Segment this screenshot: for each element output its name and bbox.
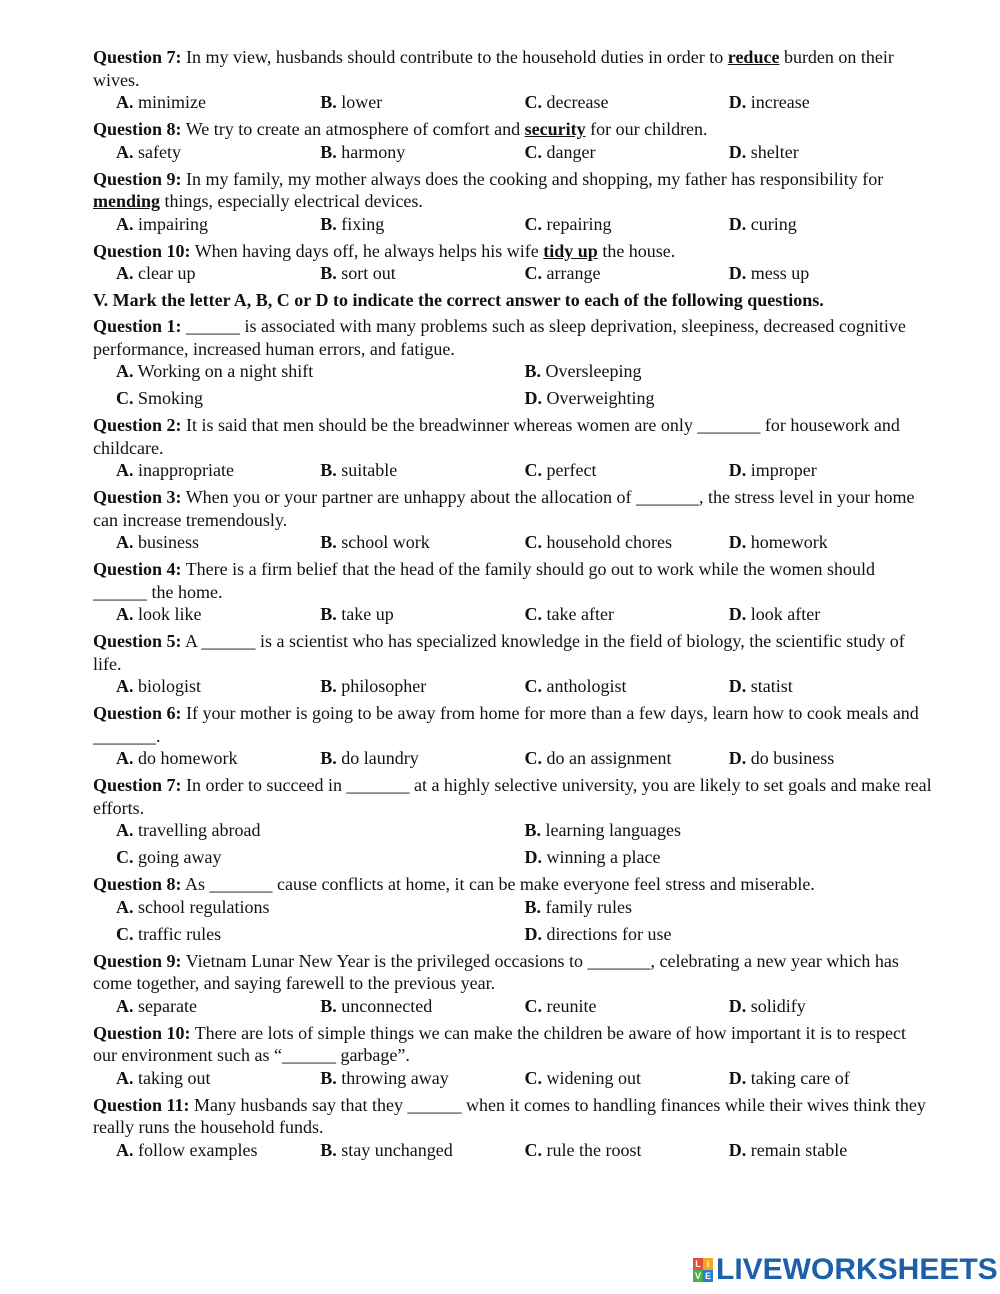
option-b[interactable]: B. sort out (320, 263, 396, 283)
option-d[interactable]: D. curing (728, 213, 797, 234)
option-a[interactable]: A. follow examples (116, 1139, 258, 1160)
option-a[interactable]: A. clear up (116, 263, 196, 283)
question-4-10: Question 10: When having days off, he always helps his wife tidy up the house. (93, 240, 676, 261)
option-c[interactable]: C. decrease (524, 92, 609, 112)
option-b[interactable]: B. stay unchanged (320, 1139, 453, 1160)
option-c[interactable]: C. rule the roost (524, 1139, 642, 1160)
option-c[interactable]: C. take after (524, 604, 614, 624)
question-5-8: Question 8: As _______ cause conflicts at home, it can be make everyone feel stress and miserable. (93, 874, 815, 894)
option-c[interactable]: C. Smoking (116, 388, 204, 408)
options-5-1-row1 (93, 360, 933, 383)
question-5-5: Question 5: A ______ is a scientist who has specialized knowledge in the field of biology, the scientific study of life. (93, 631, 905, 674)
option-a[interactable]: A. biologist (116, 676, 202, 696)
option-a[interactable]: A. look like (116, 604, 202, 624)
logo-mark-4: E (704, 1271, 711, 1281)
option-b[interactable]: B. take up (320, 604, 394, 624)
logo-text: LIVEWORKSHEETS (716, 1253, 998, 1286)
liveworksheets-logo[interactable] (693, 1255, 998, 1285)
options-5-8-row2 (93, 923, 933, 946)
option-d[interactable]: D. homework (728, 532, 828, 552)
option-d[interactable]: D. increase (728, 92, 810, 112)
option-d[interactable]: D. winning a place (524, 847, 661, 867)
option-b[interactable]: B. school work (320, 532, 430, 552)
option-d[interactable]: D. shelter (728, 141, 799, 162)
options-5-5 (93, 675, 933, 698)
option-d[interactable]: D. remain stable (728, 1139, 848, 1160)
options-5-9 (93, 995, 933, 1018)
options-5-7-row1 (93, 819, 933, 842)
option-c[interactable]: C. anthologist (524, 676, 627, 696)
options-5-1-row2 (93, 387, 933, 410)
section-v-heading: V. Mark the letter A, B, C or D to indicate the correct answer to each of the following questions. (93, 290, 824, 310)
options-4-9 (93, 213, 933, 236)
option-d[interactable]: D. taking care of (728, 1067, 850, 1088)
option-a[interactable]: A. taking out (116, 1067, 211, 1088)
option-d[interactable]: D. look after (728, 604, 821, 624)
option-b[interactable]: B. learning languages (524, 820, 681, 840)
question-4-7: Question 7: In my view, husbands should contribute to the household duties in order to reduce burden on their wives. (93, 47, 894, 90)
option-c[interactable]: C. widening out (524, 1067, 641, 1088)
option-b[interactable]: B. lower (320, 92, 383, 112)
logo-mark-icon (693, 1258, 713, 1282)
question-5-11: Question 11: Many husbands say that they ______ when it comes to handling finances while their wives think they really runs the household funds. (93, 1094, 926, 1137)
options-5-6 (93, 747, 933, 770)
option-a[interactable]: A. minimize (116, 92, 206, 112)
logo-mark-3: V (694, 1271, 701, 1281)
option-c[interactable]: C. danger (524, 141, 596, 162)
option-d[interactable]: D. solidify (728, 995, 806, 1016)
option-b[interactable]: B. suitable (320, 460, 398, 480)
options-5-8-row1 (93, 896, 933, 919)
option-a[interactable]: A. business (116, 532, 200, 552)
options-5-7-row2 (93, 846, 933, 869)
question-4-9: Question 9: In my family, my mother always does the cooking and shopping, my father has responsibility for mending things, especially electrical devices. (93, 168, 884, 211)
question-5-6: Question 6: If your mother is going to be away from home for more than a few days, learn how to cook meals and _______. (93, 703, 919, 746)
option-b[interactable]: B. Oversleeping (524, 361, 642, 381)
options-4-8 (93, 141, 933, 164)
option-d[interactable]: D. improper (728, 460, 817, 480)
option-c[interactable]: C. perfect (524, 460, 597, 480)
worksheet (93, 46, 933, 1166)
option-a[interactable]: A. safety (116, 141, 181, 162)
option-b[interactable]: B. fixing (320, 213, 385, 234)
question-5-9: Question 9: Vietnam Lunar New Year is the privileged occasions to _______, celebrating a new year which has come together, and saying farewell to the previous year. (93, 950, 899, 993)
option-a[interactable]: A. travelling abroad (116, 820, 261, 840)
option-a[interactable]: A. inappropriate (116, 460, 234, 480)
options-5-3 (93, 531, 933, 554)
logo-mark-1: L (693, 1258, 703, 1270)
option-c[interactable]: C. traffic rules (116, 923, 222, 944)
option-b[interactable]: B. harmony (320, 141, 406, 162)
option-d[interactable]: D. do business (728, 748, 835, 768)
question-5-1: Question 1: ______ is associated with many problems such as sleep deprivation, sleepiness, decreased cognitive performance, increased human errors, and fatigue. (93, 316, 906, 359)
logo-mark-2: i (703, 1258, 713, 1270)
option-c[interactable]: C. household chores (524, 532, 672, 552)
option-a[interactable]: A. impairing (116, 213, 208, 234)
option-c[interactable]: C. do an assignment (524, 748, 672, 768)
option-c[interactable]: C. reunite (524, 995, 597, 1016)
option-d[interactable]: D. statist (728, 676, 793, 696)
options-4-10 (93, 262, 933, 285)
question-5-7: Question 7: In order to succeed in _______ at a highly selective university, you are likely to set goals and make real efforts. (93, 775, 932, 818)
option-a[interactable]: A. do homework (116, 748, 238, 768)
options-5-10 (93, 1067, 933, 1090)
option-b[interactable]: B. do laundry (320, 748, 419, 768)
question-5-3: Question 3: When you or your partner are unhappy about the allocation of _______, the stress level in your home can increase tremendously. (93, 487, 915, 530)
options-5-11 (93, 1139, 933, 1162)
options-4-7 (93, 91, 933, 114)
option-c[interactable]: C. repairing (524, 213, 612, 234)
option-d[interactable]: D. directions for use (524, 923, 672, 944)
option-b[interactable]: B. family rules (524, 896, 632, 917)
option-b[interactable]: B. throwing away (320, 1067, 449, 1088)
option-b[interactable]: B. philosopher (320, 676, 427, 696)
option-d[interactable]: D. Overweighting (524, 388, 655, 408)
option-a[interactable]: A. Working on a night shift (116, 361, 314, 381)
question-4-8: Question 8: We try to create an atmosphere of comfort and security for our children. (93, 119, 708, 139)
question-5-10: Question 10: There are lots of simple things we can make the children be aware of how important it is to respect our environment such as “______ garbage”. (93, 1022, 906, 1065)
option-a[interactable]: A. school regulations (116, 896, 270, 917)
options-5-4 (93, 603, 933, 626)
question-5-2: Question 2: It is said that men should be the breadwinner whereas women are only _______ for housework and childcare. (93, 415, 900, 458)
option-c[interactable]: C. going away (116, 847, 222, 867)
question-5-4: Question 4: There is a firm belief that the head of the family should go out to work while the women should ______ the home. (93, 559, 876, 602)
option-d[interactable]: D. mess up (728, 263, 810, 283)
option-b[interactable]: B. unconnected (320, 995, 433, 1016)
option-c[interactable]: C. arrange (524, 263, 601, 283)
option-a[interactable]: A. separate (116, 995, 197, 1016)
options-5-2 (93, 459, 933, 482)
